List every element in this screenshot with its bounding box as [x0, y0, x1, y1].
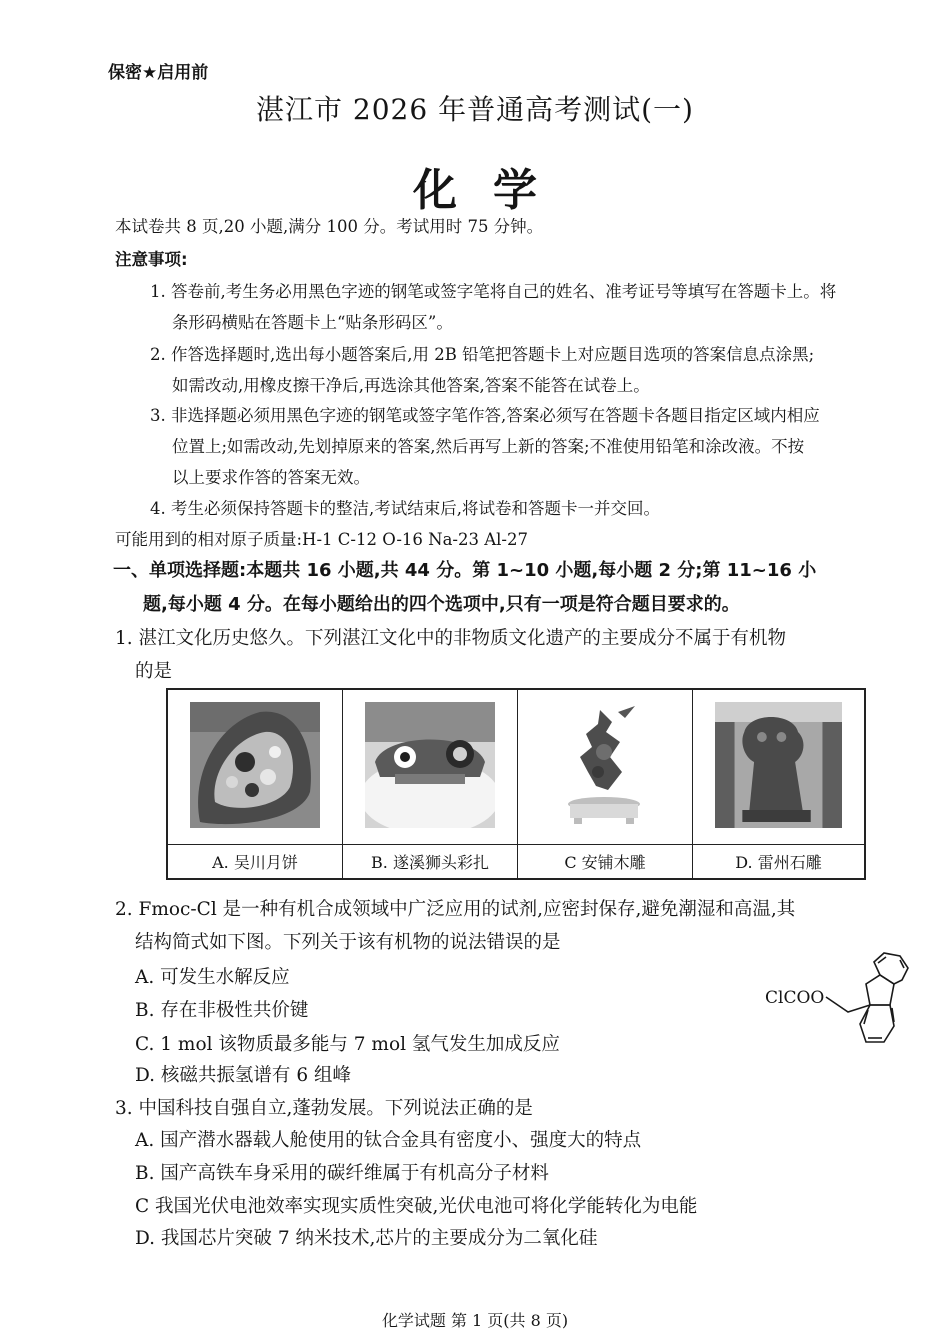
question-1-options-table — [166, 688, 866, 880]
section-heading-cont: 题,每小题 4 分。在每小题给出的四个选项中,只有一项是符合题目要求的。 — [143, 594, 740, 615]
option-cell-a — [168, 690, 343, 878]
note-line: 条形码横贴在答题卡上“贴条形码区”。 — [172, 313, 453, 332]
mooncake-photo — [190, 702, 320, 828]
question-3-stem: 3. 中国科技自强自立,蓬勃发展。下列说法正确的是 — [115, 1098, 533, 1119]
option-cell-d — [693, 690, 864, 878]
question-3-option-b: B. 国产高铁车身采用的碳纤维属于有机高分子材料 — [135, 1163, 549, 1184]
question-2-option-b: B. 存在非极性共价键 — [135, 1000, 309, 1021]
note-line: 以上要求作答的答案无效。 — [172, 468, 370, 487]
cell-divider — [168, 844, 342, 845]
question-2-option-c: C. 1 mol 该物质最多能与 7 mol 氢气发生加成反应 — [135, 1034, 560, 1055]
option-cell-b — [343, 690, 518, 878]
note-line: 位置上;如需改动,先划掉原来的答案,然后再写上新的答案;不准使用铅笔和涂改液。不按 — [172, 437, 805, 456]
question-3-option-a: A. 国产潜水器载人舱使用的钛合金具有密度小、强度大的特点 — [135, 1130, 642, 1151]
note-line: 如需改动,用橡皮擦干净后,再选涂其他答案,答案不能答在试卷上。 — [172, 376, 650, 395]
option-a-label: A. 吴川月饼 — [212, 853, 298, 872]
option-cell-c — [518, 690, 693, 878]
notes-heading: 注意事项: — [115, 250, 188, 269]
lion-head-photo — [365, 702, 495, 828]
option-c-label: C 安铺木雕 — [564, 853, 646, 872]
question-1-stem-cont: 的是 — [135, 661, 173, 682]
note-line: 1. 答卷前,考生务必用黑色字迹的钢笔或签字笔将自己的姓名、准考证号等填写在答题卡上。将 — [150, 282, 837, 301]
question-3-option-c: C 我国光伏电池效率实现实质性突破,光伏电池可将化学能转化为电能 — [135, 1196, 698, 1217]
stone-carving-photo — [715, 702, 842, 828]
page-footer: 化学试题 第 1 页(共 8 页) — [381, 1311, 569, 1330]
note-line: 3. 非选择题必须用黑色字迹的钢笔或签字笔作答,答案必须写在答题卡各题目指定区域内相应 — [150, 406, 820, 425]
exam-intro: 本试卷共 8 页,20 小题,满分 100 分。考试用时 75 分钟。 — [115, 217, 544, 236]
structure-label: ClCOO — [765, 988, 825, 1008]
note-line: 4. 考生必须保持答题卡的整洁,考试结束后,将试卷和答题卡一并交回。 — [150, 499, 660, 518]
question-3-option-d: D. 我国芯片突破 7 纳米技术,芯片的主要成分为二氧化硅 — [135, 1228, 598, 1249]
question-2-stem-cont: 结构简式如下图。下列关于该有机物的说法错误的是 — [135, 932, 561, 953]
cell-divider — [343, 844, 517, 845]
atomic-masses: 可能用到的相对原子质量:H-1 C-12 O-16 Na-23 Al-27 — [115, 530, 529, 549]
question-2-option-a: A. 可发生水解反应 — [135, 967, 290, 988]
cell-divider — [693, 844, 864, 845]
cell-divider — [518, 844, 692, 845]
option-b-label: B. 遂溪狮头彩扎 — [371, 853, 489, 872]
wood-carving-photo — [540, 702, 670, 828]
confidential-label: 保密★启用前 — [108, 63, 209, 83]
exam-title: 湛江市 2026 年普通高考测试(一) — [256, 93, 694, 126]
question-1-stem: 1. 湛江文化历史悠久。下列湛江文化中的非物质文化遗产的主要成分不属于有机物 — [115, 628, 787, 649]
fmoc-cl-structure — [820, 950, 920, 1060]
question-2-option-d: D. 核磁共振氢谱有 6 组峰 — [135, 1065, 351, 1086]
note-line: 2. 作答选择题时,选出每小题答案后,用 2B 铅笔把答题卡上对应题目选项的答案信息点涂黑; — [150, 345, 815, 364]
section-heading: 一、单项选择题:本题共 16 小题,共 44 分。第 1~10 小题,每小题 2 分;第 11~16 小 — [113, 560, 817, 581]
question-2-stem: 2. Fmoc-Cl 是一种有机合成领域中广泛应用的试剂,应密封保存,避免潮湿和高温,其 — [115, 899, 796, 920]
option-d-label: D. 雷州石雕 — [735, 853, 822, 872]
subject-title: 化学 — [413, 165, 573, 216]
